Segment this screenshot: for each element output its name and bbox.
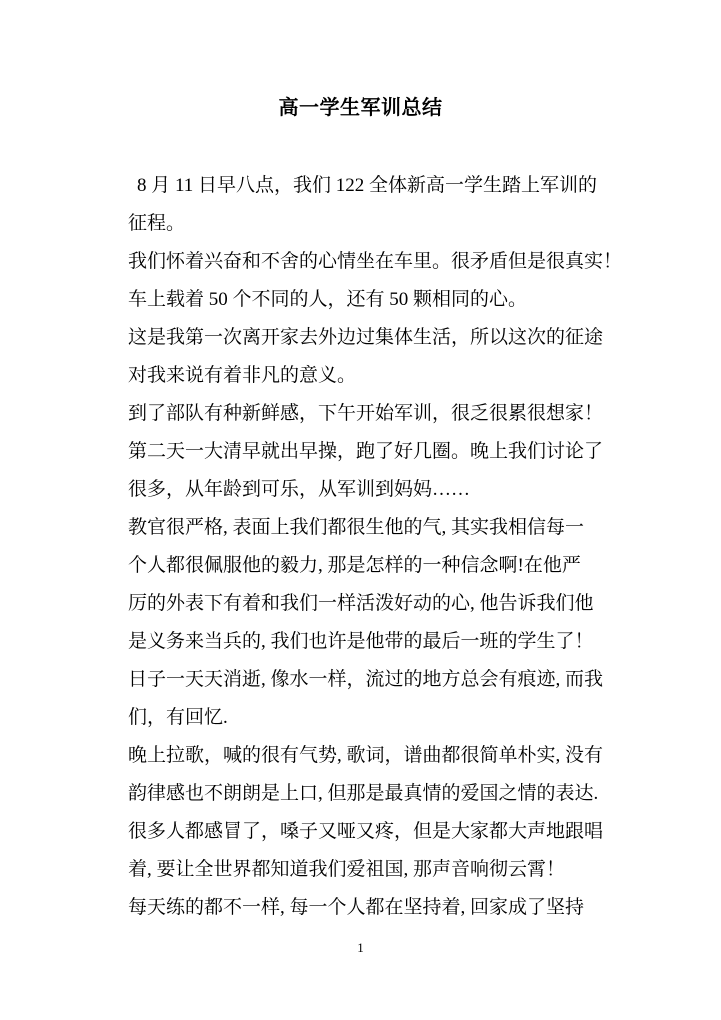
text-line: 韵律感也不朗朗是上口, 但那是最真情的爱国之情的表达. [128,783,599,804]
text-line: 很多，从年龄到可乐，从军训到妈妈…… [128,479,471,500]
text-line: 着, 要让全世界都知道我们爱祖国, 那声音响彻云霄！ [128,859,566,880]
paragraph [128,167,628,243]
text-line: 这是我第一次离开家去外边过集体生活，所以这次的征途 [128,327,604,348]
paragraph [128,813,628,889]
text-line: 每天练的都不一样, 每一个人都在坚持着, 回家成了坚持 [128,897,585,918]
text-line: 个人都很佩服他的毅力, 那是怎样的一种信念啊!在他严 [128,555,581,576]
text-line: 日子一天天消逝, 像水一样，流过的地方总会有痕迹, 而我 [128,669,604,690]
text-line: 第二天一大清早就出早操，跑了好几圈。晚上我们讨论了 [128,441,604,462]
text-line: 很多人都感冒了，嗓子又哑又疼，但是大家都大声地跟唱 [128,821,604,842]
page-number: 1 [357,940,364,955]
paragraph [128,243,628,319]
text-line: 是义务来当兵的, 我们也许是他带的最后一班的学生了！ [128,631,594,652]
text-line: 厉的外表下有着和我们一样活泼好动的心, 他告诉我们他 [128,593,594,614]
document-title: 高一学生军训总结 [278,97,443,119]
document-body [128,167,628,927]
paragraph [128,319,628,395]
text-line: 8 月 11 日早八点，我们 122 全体新高一学生踏上军训的 [137,175,598,196]
text-line: 征程。 [128,213,186,234]
paragraph [128,395,628,509]
paragraph [128,737,628,813]
text-line: 我们怀着兴奋和不舍的心情坐在车里。很矛盾但是很真实！ [128,251,623,272]
text-line: 晚上拉歌，喊的很有气势, 歌词，谱曲都很简单朴实, 没有 [128,745,604,766]
text-line: 到了部队有种新鲜感，下午开始军训，很乏很累很想家！ [128,403,604,424]
paragraph [128,889,628,927]
text-line: 教官很严格, 表面上我们都很生他的气, 其实我相信每一 [128,517,585,538]
text-line: 车上载着 50 个不同的人，还有 50 颗相同的心。 [128,289,528,310]
text-line: 对我来说有着非凡的意义。 [128,365,357,386]
paragraph [128,661,628,737]
paragraph [128,509,628,661]
text-line: 们，有回忆. [128,707,228,728]
